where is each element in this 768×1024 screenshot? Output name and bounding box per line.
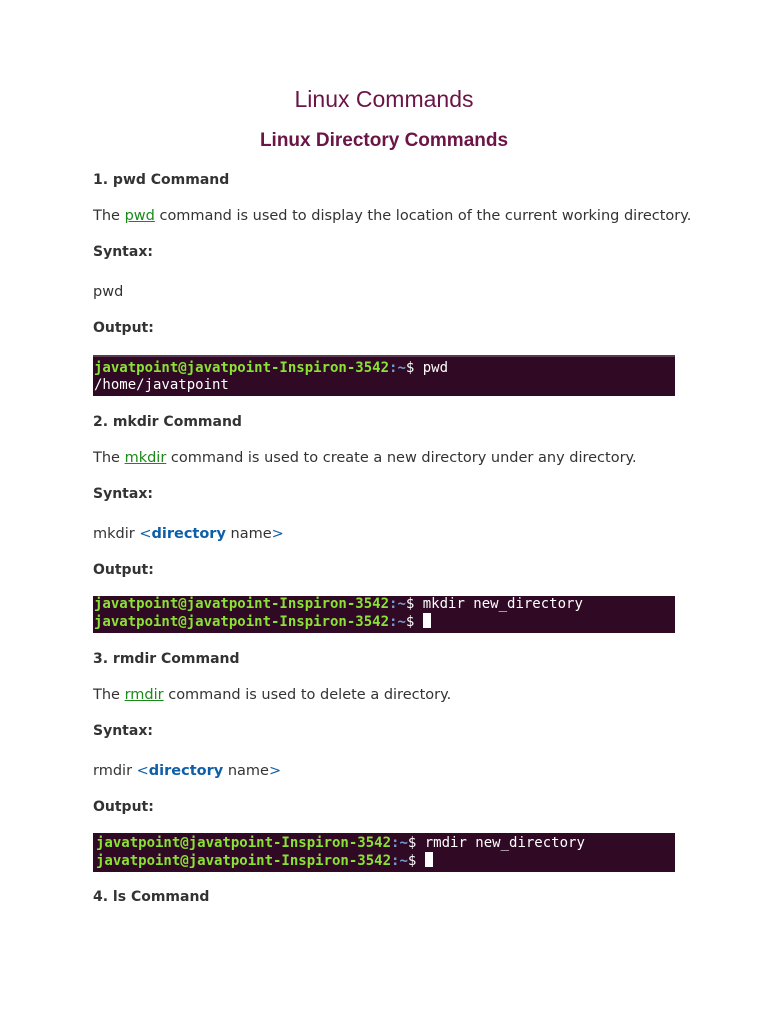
syntax-label-mkdir: Syntax: [93,486,153,502]
terminal-command: rmdir new_directory [424,835,585,851]
page-subtitle: Linux Directory Commands [259,130,509,151]
terminal-prompt: $ [407,835,425,851]
syntax-line-pwd: pwd [93,284,124,300]
syntax-close-bracket: > [268,763,282,779]
syntax-label-rmdir: Syntax: [93,723,153,739]
the-word: The [93,687,120,703]
output-label-mkdir: Output: [93,562,154,578]
syntax-label-pwd: Syntax: [93,244,153,260]
terminal-path: :~ [389,614,406,630]
terminal-output-pwd [93,357,675,396]
syntax-keyword: directory [151,526,226,542]
terminal-output-rmdir [93,833,675,872]
terminal-path: :~ [391,835,408,851]
syntax-open-bracket: < [136,763,149,779]
link-pwd[interactable]: pwd [124,208,155,224]
terminal-user: javatpoint@javatpoint-Inspiron-3542 [96,853,392,869]
terminal-user: javatpoint@javatpoint-Inspiron-3542 [94,360,390,376]
terminal-output-mkdir [93,596,675,633]
section-heading-pwd: 1. pwd Command [93,172,230,188]
terminal-prompt: $ [407,853,425,869]
terminal-output-line: /home/javatpoint [94,377,229,393]
syntax-name: name [230,526,272,542]
terminal-prompt: $ [405,614,423,630]
section-description-rmdir [93,687,451,703]
terminal-path: :~ [389,596,406,612]
terminal-prompt: $ [405,596,423,612]
section-description-mkdir [93,450,637,466]
syntax-line-mkdir [93,526,284,542]
section-heading-mkdir: 2. mkdir Command [93,414,242,430]
terminal-cursor [423,613,431,628]
page-title: Linux Commands [294,86,474,112]
syntax-name: name [227,763,269,779]
description-text: command is used to create a new directory under any directory. [170,450,637,466]
terminal-cursor [425,852,433,867]
terminal-user: javatpoint@javatpoint-Inspiron-3542 [94,596,390,612]
section-heading-ls: 4. ls Command [93,889,210,905]
section-heading-rmdir: 3. rmdir Command [93,651,240,667]
the-word: The [93,450,120,466]
terminal-user: javatpoint@javatpoint-Inspiron-3542 [96,835,392,851]
syntax-command: rmdir [93,763,133,779]
terminal-prompt: $ [405,360,423,376]
syntax-command: mkdir [93,526,135,542]
description-text: command is used to delete a directory. [168,687,452,703]
the-word: The [93,208,120,224]
terminal-path: :~ [391,853,408,869]
link-rmdir[interactable]: rmdir [124,687,164,703]
terminal-command: pwd [422,360,449,376]
section-description-pwd [93,208,691,224]
output-label-pwd: Output: [93,320,154,336]
terminal-path: :~ [389,360,406,376]
description-text: command is used to display the location of the current working directory. [159,208,692,224]
syntax-line-rmdir [93,763,281,779]
output-label-rmdir: Output: [93,799,154,815]
syntax-close-bracket: > [271,526,284,542]
terminal-user: javatpoint@javatpoint-Inspiron-3542 [94,614,390,630]
link-mkdir[interactable]: mkdir [124,450,167,466]
terminal-command: mkdir new_directory [422,596,583,612]
syntax-open-bracket: < [139,526,152,542]
syntax-keyword: directory [148,763,224,779]
